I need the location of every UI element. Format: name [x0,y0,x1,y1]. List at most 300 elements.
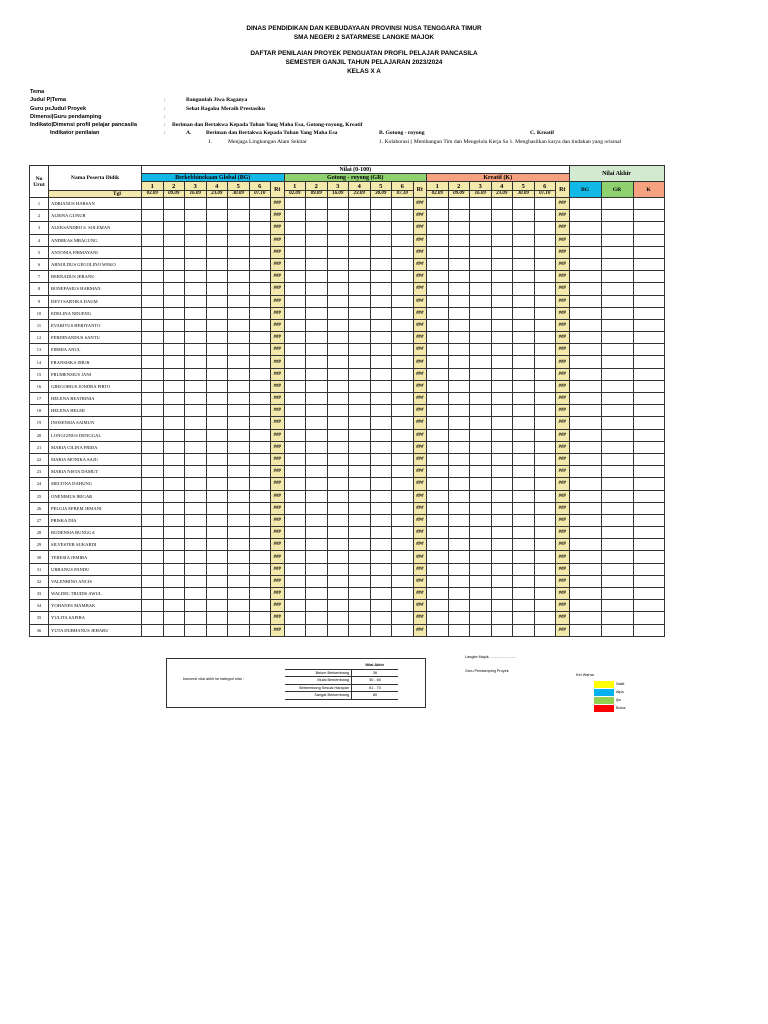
score-cell[interactable] [284,319,306,331]
score-cell[interactable] [306,453,328,465]
score-cell[interactable] [228,234,250,246]
score-cell[interactable] [349,283,371,295]
final-score-cell[interactable] [569,453,601,465]
score-cell[interactable] [491,527,513,539]
score-cell[interactable] [534,380,556,392]
score-cell[interactable] [470,466,492,478]
score-cell[interactable] [228,502,250,514]
score-cell[interactable] [327,466,349,478]
score-cell[interactable] [249,429,271,441]
score-cell[interactable] [513,319,535,331]
score-cell[interactable] [228,600,250,612]
score-cell[interactable] [284,453,306,465]
score-cell[interactable] [206,563,228,575]
score-cell[interactable] [327,624,349,636]
score-cell[interactable] [249,246,271,258]
score-cell[interactable] [370,295,392,307]
score-cell[interactable] [427,478,449,490]
score-cell[interactable] [163,393,185,405]
score-cell[interactable] [392,210,414,222]
score-cell[interactable] [249,393,271,405]
score-cell[interactable] [513,417,535,429]
final-score-cell[interactable] [569,563,601,575]
score-cell[interactable] [534,551,556,563]
score-cell[interactable] [163,453,185,465]
score-cell[interactable] [228,356,250,368]
score-cell[interactable] [427,283,449,295]
score-cell[interactable] [306,344,328,356]
score-cell[interactable] [142,246,164,258]
score-cell[interactable] [491,319,513,331]
score-cell[interactable] [284,466,306,478]
score-cell[interactable] [491,441,513,453]
final-score-cell[interactable] [633,600,664,612]
score-cell[interactable] [163,600,185,612]
score-cell[interactable] [185,551,207,563]
score-cell[interactable] [327,600,349,612]
score-cell[interactable] [185,514,207,526]
score-cell[interactable] [392,466,414,478]
final-score-cell[interactable] [633,332,664,344]
score-cell[interactable] [534,539,556,551]
score-cell[interactable] [491,380,513,392]
score-cell[interactable] [470,319,492,331]
score-cell[interactable] [306,405,328,417]
score-cell[interactable] [448,612,470,624]
score-cell[interactable] [306,210,328,222]
score-cell[interactable] [370,551,392,563]
score-cell[interactable] [185,417,207,429]
score-cell[interactable] [427,588,449,600]
score-cell[interactable] [491,258,513,270]
score-cell[interactable] [448,198,470,210]
final-score-cell[interactable] [601,356,633,368]
final-score-cell[interactable] [633,563,664,575]
score-cell[interactable] [534,624,556,636]
score-cell[interactable] [327,246,349,258]
score-cell[interactable] [206,198,228,210]
score-cell[interactable] [370,466,392,478]
score-cell[interactable] [206,283,228,295]
score-cell[interactable] [284,600,306,612]
score-cell[interactable] [284,624,306,636]
score-cell[interactable] [448,417,470,429]
score-cell[interactable] [228,453,250,465]
score-cell[interactable] [142,405,164,417]
score-cell[interactable] [448,356,470,368]
score-cell[interactable] [513,588,535,600]
score-cell[interactable] [206,453,228,465]
score-cell[interactable] [228,588,250,600]
score-cell[interactable] [534,612,556,624]
final-score-cell[interactable] [601,612,633,624]
score-cell[interactable] [163,258,185,270]
score-cell[interactable] [284,356,306,368]
score-cell[interactable] [327,307,349,319]
score-cell[interactable] [448,271,470,283]
score-cell[interactable] [491,356,513,368]
score-cell[interactable] [306,539,328,551]
final-score-cell[interactable] [633,478,664,490]
final-score-cell[interactable] [569,502,601,514]
score-cell[interactable] [470,575,492,587]
score-cell[interactable] [306,246,328,258]
score-cell[interactable] [249,490,271,502]
final-score-cell[interactable] [601,222,633,234]
score-cell[interactable] [142,514,164,526]
score-cell[interactable] [306,527,328,539]
score-cell[interactable] [327,380,349,392]
score-cell[interactable] [392,344,414,356]
score-cell[interactable] [392,393,414,405]
final-score-cell[interactable] [569,429,601,441]
score-cell[interactable] [163,368,185,380]
score-cell[interactable] [206,319,228,331]
score-cell[interactable] [470,234,492,246]
score-cell[interactable] [163,198,185,210]
score-cell[interactable] [392,612,414,624]
score-cell[interactable] [448,258,470,270]
score-cell[interactable] [470,600,492,612]
score-cell[interactable] [491,307,513,319]
score-cell[interactable] [206,344,228,356]
score-cell[interactable] [228,514,250,526]
score-cell[interactable] [370,258,392,270]
score-cell[interactable] [427,453,449,465]
score-cell[interactable] [448,490,470,502]
score-cell[interactable] [448,478,470,490]
score-cell[interactable] [349,441,371,453]
score-cell[interactable] [306,258,328,270]
score-cell[interactable] [470,417,492,429]
score-cell[interactable] [206,417,228,429]
score-cell[interactable] [392,502,414,514]
final-score-cell[interactable] [633,514,664,526]
score-cell[interactable] [163,380,185,392]
score-cell[interactable] [513,295,535,307]
final-score-cell[interactable] [569,210,601,222]
final-score-cell[interactable] [601,307,633,319]
score-cell[interactable] [249,405,271,417]
score-cell[interactable] [306,514,328,526]
score-cell[interactable] [142,502,164,514]
score-cell[interactable] [534,210,556,222]
score-cell[interactable] [349,246,371,258]
final-score-cell[interactable] [633,234,664,246]
score-cell[interactable] [249,539,271,551]
score-cell[interactable] [370,222,392,234]
score-cell[interactable] [513,210,535,222]
score-cell[interactable] [534,258,556,270]
score-cell[interactable] [470,441,492,453]
score-cell[interactable] [163,441,185,453]
score-cell[interactable] [470,393,492,405]
final-score-cell[interactable] [633,502,664,514]
score-cell[interactable] [142,258,164,270]
final-score-cell[interactable] [601,234,633,246]
score-cell[interactable] [448,466,470,478]
score-cell[interactable] [513,514,535,526]
score-cell[interactable] [392,600,414,612]
final-score-cell[interactable] [601,441,633,453]
score-cell[interactable] [206,527,228,539]
final-score-cell[interactable] [601,368,633,380]
score-cell[interactable] [142,575,164,587]
score-cell[interactable] [491,295,513,307]
score-cell[interactable] [206,405,228,417]
score-cell[interactable] [491,222,513,234]
score-cell[interactable] [284,527,306,539]
score-cell[interactable] [427,234,449,246]
score-cell[interactable] [306,551,328,563]
score-cell[interactable] [534,588,556,600]
score-cell[interactable] [284,344,306,356]
score-cell[interactable] [249,356,271,368]
score-cell[interactable] [163,429,185,441]
score-cell[interactable] [249,344,271,356]
score-cell[interactable] [327,210,349,222]
final-score-cell[interactable] [633,405,664,417]
score-cell[interactable] [470,356,492,368]
score-cell[interactable] [206,380,228,392]
score-cell[interactable] [513,441,535,453]
final-score-cell[interactable] [569,478,601,490]
score-cell[interactable] [448,307,470,319]
score-cell[interactable] [534,453,556,465]
score-cell[interactable] [306,283,328,295]
score-cell[interactable] [491,490,513,502]
score-cell[interactable] [349,575,371,587]
score-cell[interactable] [185,527,207,539]
score-cell[interactable] [284,575,306,587]
score-cell[interactable] [427,490,449,502]
score-cell[interactable] [142,198,164,210]
score-cell[interactable] [163,417,185,429]
score-cell[interactable] [163,527,185,539]
score-cell[interactable] [534,417,556,429]
final-score-cell[interactable] [601,539,633,551]
score-cell[interactable] [206,600,228,612]
score-cell[interactable] [392,234,414,246]
score-cell[interactable] [142,612,164,624]
score-cell[interactable] [142,295,164,307]
final-score-cell[interactable] [569,539,601,551]
score-cell[interactable] [370,405,392,417]
score-cell[interactable] [349,222,371,234]
final-score-cell[interactable] [633,380,664,392]
score-cell[interactable] [448,441,470,453]
score-cell[interactable] [163,222,185,234]
score-cell[interactable] [306,198,328,210]
score-cell[interactable] [206,393,228,405]
score-cell[interactable] [491,575,513,587]
score-cell[interactable] [349,356,371,368]
final-score-cell[interactable] [633,417,664,429]
score-cell[interactable] [228,344,250,356]
score-cell[interactable] [392,527,414,539]
score-cell[interactable] [249,514,271,526]
final-score-cell[interactable] [633,453,664,465]
final-score-cell[interactable] [601,588,633,600]
final-score-cell[interactable] [569,600,601,612]
score-cell[interactable] [370,332,392,344]
score-cell[interactable] [206,539,228,551]
final-score-cell[interactable] [601,490,633,502]
score-cell[interactable] [163,466,185,478]
score-cell[interactable] [327,368,349,380]
final-score-cell[interactable] [601,527,633,539]
final-score-cell[interactable] [633,441,664,453]
score-cell[interactable] [249,210,271,222]
score-cell[interactable] [427,502,449,514]
score-cell[interactable] [513,283,535,295]
score-cell[interactable] [349,295,371,307]
score-cell[interactable] [249,271,271,283]
score-cell[interactable] [185,210,207,222]
score-cell[interactable] [142,527,164,539]
score-cell[interactable] [306,222,328,234]
score-cell[interactable] [448,453,470,465]
score-cell[interactable] [185,295,207,307]
score-cell[interactable] [370,307,392,319]
score-cell[interactable] [228,319,250,331]
score-cell[interactable] [142,478,164,490]
score-cell[interactable] [392,246,414,258]
score-cell[interactable] [349,478,371,490]
score-cell[interactable] [249,551,271,563]
score-cell[interactable] [513,478,535,490]
score-cell[interactable] [163,502,185,514]
score-cell[interactable] [448,319,470,331]
final-score-cell[interactable] [569,405,601,417]
score-cell[interactable] [163,551,185,563]
score-cell[interactable] [470,612,492,624]
score-cell[interactable] [206,514,228,526]
score-cell[interactable] [327,234,349,246]
final-score-cell[interactable] [633,344,664,356]
score-cell[interactable] [448,405,470,417]
score-cell[interactable] [185,563,207,575]
score-cell[interactable] [206,502,228,514]
score-cell[interactable] [470,405,492,417]
score-cell[interactable] [427,332,449,344]
final-score-cell[interactable] [633,612,664,624]
score-cell[interactable] [327,283,349,295]
score-cell[interactable] [349,234,371,246]
score-cell[interactable] [491,588,513,600]
score-cell[interactable] [513,332,535,344]
score-cell[interactable] [228,551,250,563]
score-cell[interactable] [349,514,371,526]
score-cell[interactable] [206,429,228,441]
score-cell[interactable] [349,393,371,405]
score-cell[interactable] [370,490,392,502]
final-score-cell[interactable] [633,271,664,283]
score-cell[interactable] [142,368,164,380]
score-cell[interactable] [513,612,535,624]
score-cell[interactable] [349,210,371,222]
final-score-cell[interactable] [601,551,633,563]
score-cell[interactable] [491,234,513,246]
score-cell[interactable] [163,344,185,356]
score-cell[interactable] [448,514,470,526]
score-cell[interactable] [306,368,328,380]
score-cell[interactable] [392,563,414,575]
score-cell[interactable] [470,527,492,539]
final-score-cell[interactable] [633,222,664,234]
score-cell[interactable] [206,210,228,222]
score-cell[interactable] [370,246,392,258]
score-cell[interactable] [470,368,492,380]
score-cell[interactable] [185,246,207,258]
score-cell[interactable] [142,283,164,295]
final-score-cell[interactable] [569,344,601,356]
score-cell[interactable] [392,575,414,587]
score-cell[interactable] [228,527,250,539]
final-score-cell[interactable] [601,246,633,258]
score-cell[interactable] [392,624,414,636]
score-cell[interactable] [206,246,228,258]
score-cell[interactable] [392,271,414,283]
score-cell[interactable] [185,575,207,587]
score-cell[interactable] [513,246,535,258]
score-cell[interactable] [228,307,250,319]
score-cell[interactable] [534,198,556,210]
score-cell[interactable] [327,478,349,490]
score-cell[interactable] [534,441,556,453]
score-cell[interactable] [349,466,371,478]
score-cell[interactable] [427,295,449,307]
score-cell[interactable] [534,502,556,514]
score-cell[interactable] [392,490,414,502]
score-cell[interactable] [228,332,250,344]
score-cell[interactable] [370,527,392,539]
score-cell[interactable] [491,563,513,575]
score-cell[interactable] [427,551,449,563]
score-cell[interactable] [228,295,250,307]
score-cell[interactable] [142,466,164,478]
score-cell[interactable] [448,527,470,539]
score-cell[interactable] [534,429,556,441]
score-cell[interactable] [370,283,392,295]
score-cell[interactable] [306,490,328,502]
score-cell[interactable] [470,563,492,575]
score-cell[interactable] [249,600,271,612]
score-cell[interactable] [427,271,449,283]
score-cell[interactable] [392,551,414,563]
final-score-cell[interactable] [601,453,633,465]
score-cell[interactable] [370,502,392,514]
score-cell[interactable] [392,258,414,270]
score-cell[interactable] [306,295,328,307]
score-cell[interactable] [327,356,349,368]
score-cell[interactable] [185,368,207,380]
score-cell[interactable] [370,612,392,624]
score-cell[interactable] [534,490,556,502]
final-score-cell[interactable] [633,490,664,502]
score-cell[interactable] [392,514,414,526]
score-cell[interactable] [513,234,535,246]
score-cell[interactable] [206,356,228,368]
score-cell[interactable] [142,307,164,319]
score-cell[interactable] [306,478,328,490]
score-cell[interactable] [513,539,535,551]
score-cell[interactable] [206,466,228,478]
score-cell[interactable] [306,332,328,344]
score-cell[interactable] [370,344,392,356]
score-cell[interactable] [327,344,349,356]
score-cell[interactable] [185,466,207,478]
